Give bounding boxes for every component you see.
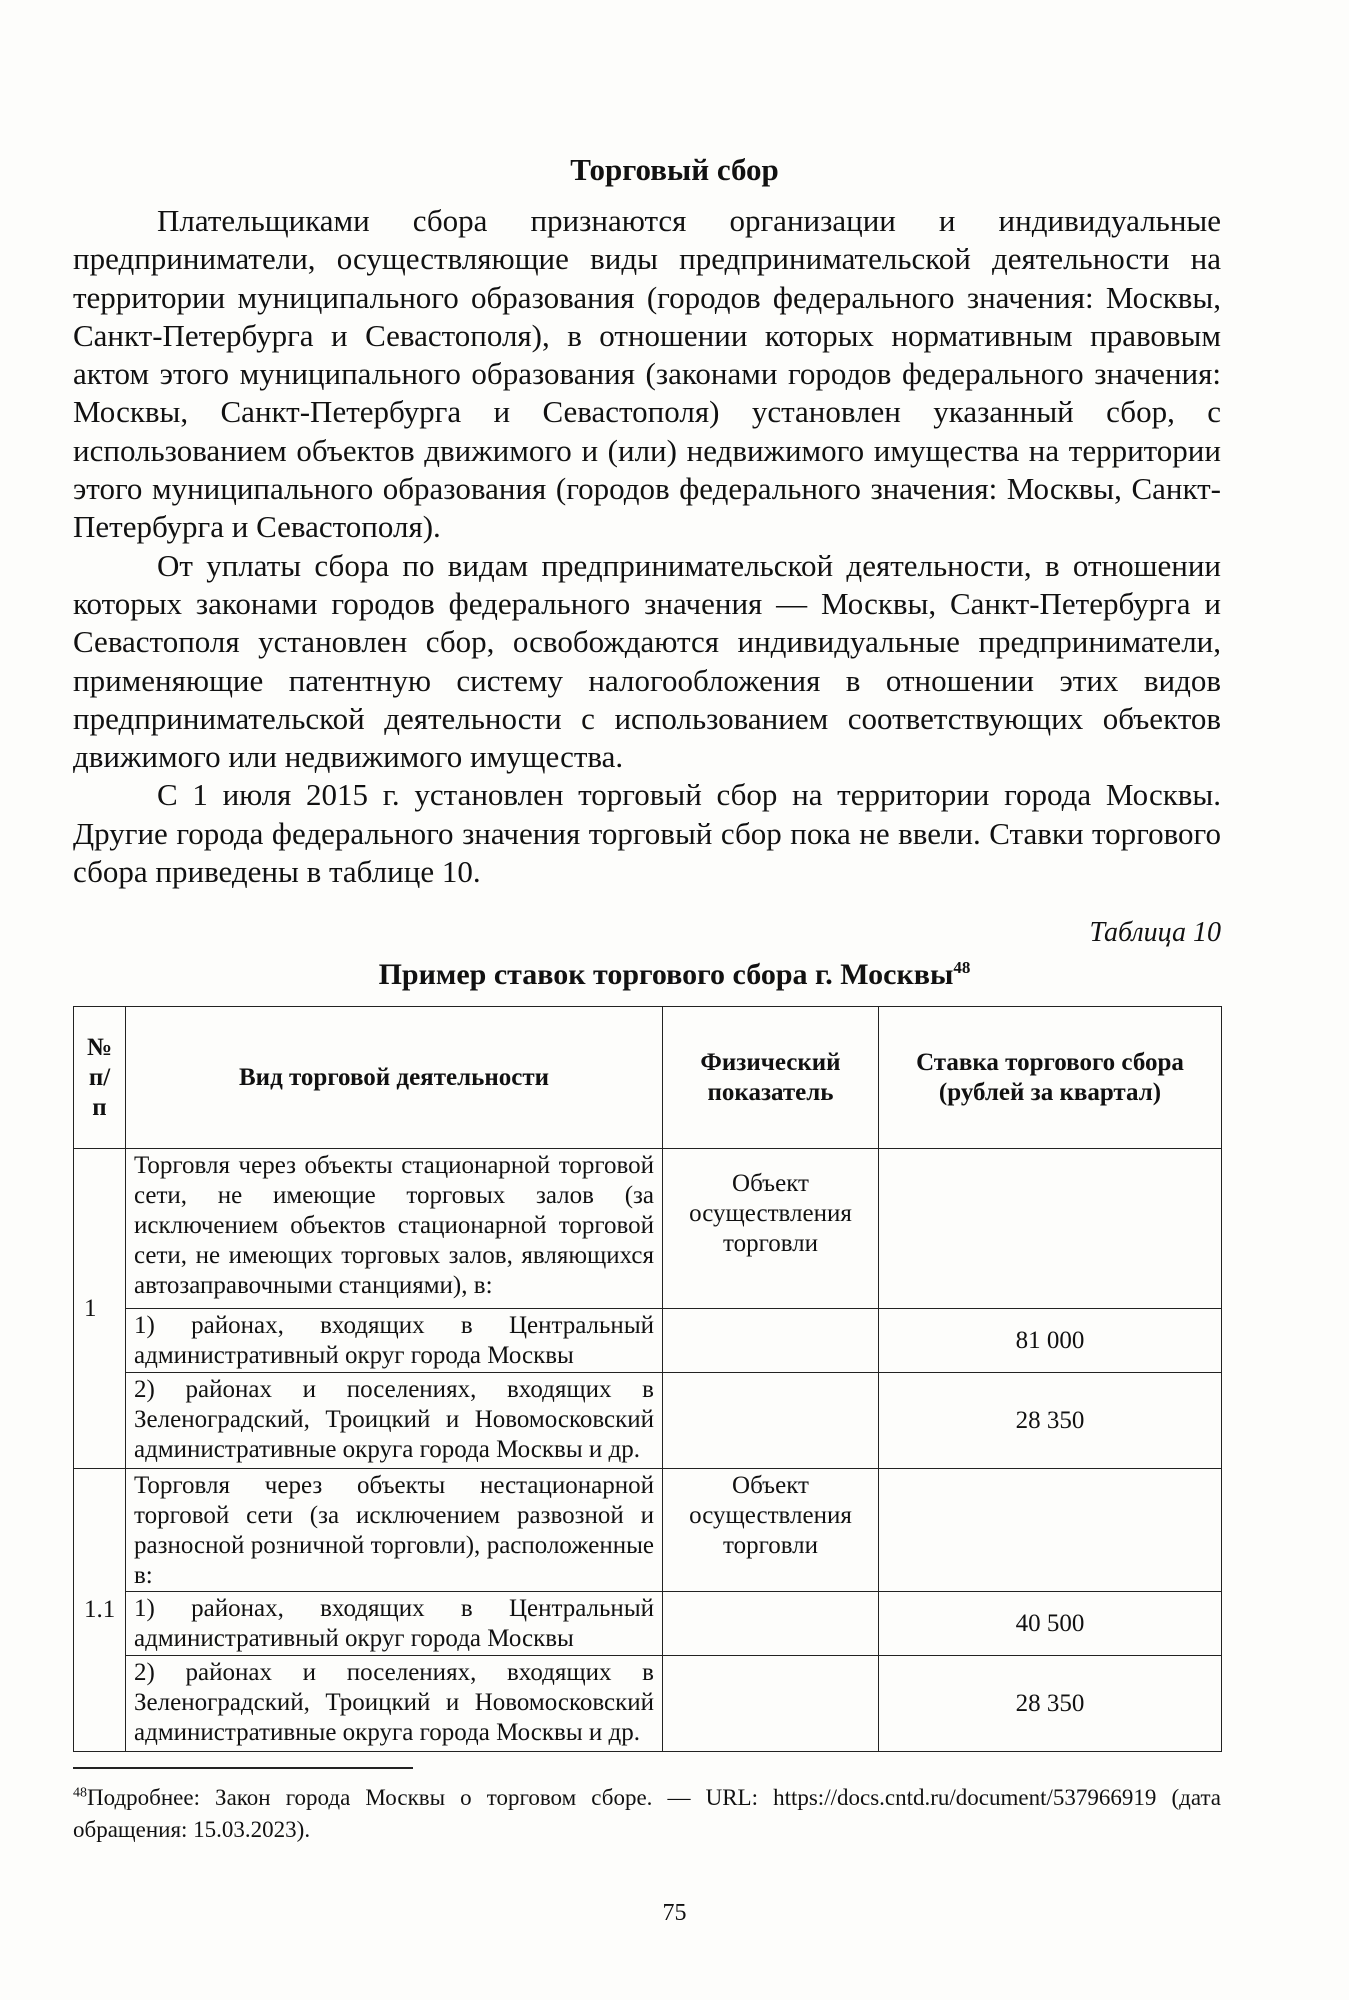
table-row — [74, 1149, 1222, 1309]
footnote-ref: 48 — [953, 958, 971, 977]
indicator-cell — [663, 1656, 879, 1752]
activity-cell: Торговля через объекты стационарной торговой сети, не имеющие торговых залов (за исключением объектов стационарной торговой сети, не имеющих торговых залов, являющихся автозаправочными станциями), в: — [126, 1149, 663, 1309]
footnote — [73, 1782, 1221, 1846]
table-row — [74, 1373, 1222, 1469]
table-row — [74, 1656, 1222, 1752]
activity-cell: Торговля через объекты нестационарной торговой сети (за исключением развозной и разносной розничной торговли), расположенные в: — [126, 1469, 663, 1592]
table-row — [74, 1309, 1222, 1373]
rate-cell — [879, 1469, 1222, 1592]
table-caption: Таблица 10 — [1089, 917, 1221, 948]
row-number: 1 — [74, 1149, 126, 1469]
header-num: № п/п — [74, 1007, 126, 1149]
table-header-row — [74, 1007, 1222, 1149]
rates-table — [73, 1006, 1222, 1752]
table-title-text: Пример ставок торгового сбора г. Москвы — [378, 958, 954, 991]
rate-cell: 40 500 — [879, 1592, 1222, 1656]
activity-cell: 1) районах, входящих в Центральный административный округ города Москвы — [126, 1309, 663, 1373]
section-heading: Торговый сбор — [570, 152, 779, 187]
rate-cell: 28 350 — [879, 1373, 1222, 1469]
activity-cell: 2) районах и поселениях, входящих в Зеленоградский, Троицкий и Новомосковский административные округа города Москвы и др. — [126, 1373, 663, 1469]
indicator-cell: Объект осуществления торговли — [663, 1469, 879, 1592]
table-title — [0, 958, 1349, 992]
paragraph-moscow: С 1 июля 2015 г. установлен торговый сбор на территории города Москвы. Другие города федерального значения торговый сбор пока не ввели. Ставки торгового сбора приведены в таблице 10. — [73, 777, 1221, 890]
paragraph-payers: Плательщиками сбора признаются организации и индивидуальные предприниматели, осуществляющие виды предпринимательской деятельности на территории муниципального образования (городов федерального значения: Москвы, Санкт-Петербурга и Севастополя), в отношении которых нормативным правовым актом этого муниципального образования (законами городов федерального значения: Москвы, Санкт-Петербурга и Севастополя) установлен указанный сбор, с использованием объектов движимого и (или) недвижимого имущества на территории этого муниципального образования (городов федерального значения: Москвы, Санкт-Петербурга и Севастополя). — [73, 203, 1221, 545]
row-number: 1.1 — [74, 1469, 126, 1752]
indicator-cell: Объект осуществления торговли — [663, 1149, 879, 1309]
section-body — [73, 202, 1221, 891]
rate-cell — [879, 1149, 1222, 1309]
header-indicator: Физический показатель — [663, 1007, 879, 1149]
header-activity: Вид торговой деятельности — [126, 1007, 663, 1149]
footnote-marker: 48 — [73, 1785, 87, 1801]
rate-cell: 28 350 — [879, 1656, 1222, 1752]
header-rate: Ставка торгового сбора (рублей за квартал) — [879, 1007, 1222, 1149]
footnote-divider — [73, 1767, 413, 1769]
activity-cell: 1) районах, входящих в Центральный административный округ города Москвы — [126, 1592, 663, 1656]
table-row — [74, 1592, 1222, 1656]
page-number: 75 — [662, 1900, 687, 1926]
footnote-text: Подробнее: Закон города Москвы о торговом сборе. — URL: https://docs.cntd.ru/document/537966919 (дата обращения: 15.03.2023). — [73, 1785, 1221, 1842]
indicator-cell — [663, 1309, 879, 1373]
paragraph-exemption: От уплаты сбора по видам предпринимательской деятельности, в отношении которых законами городов федерального значения — Москвы, Санкт-Петербурга и Севастополя установлен сбор, освобождаются индивидуальные предприниматели, применяющие патентную систему налогообложения в отношении этих видов предпринимательской деятельности с использованием соответствующих объектов движимого или недвижимого имущества. — [73, 547, 1221, 775]
indicator-cell — [663, 1373, 879, 1469]
indicator-cell — [663, 1592, 879, 1656]
table-row — [74, 1469, 1222, 1592]
rate-cell: 81 000 — [879, 1309, 1222, 1373]
activity-cell: 2) районах и поселениях, входящих в Зеленоградский, Троицкий и Новомосковский административные округа города Москвы и др. — [126, 1656, 663, 1752]
